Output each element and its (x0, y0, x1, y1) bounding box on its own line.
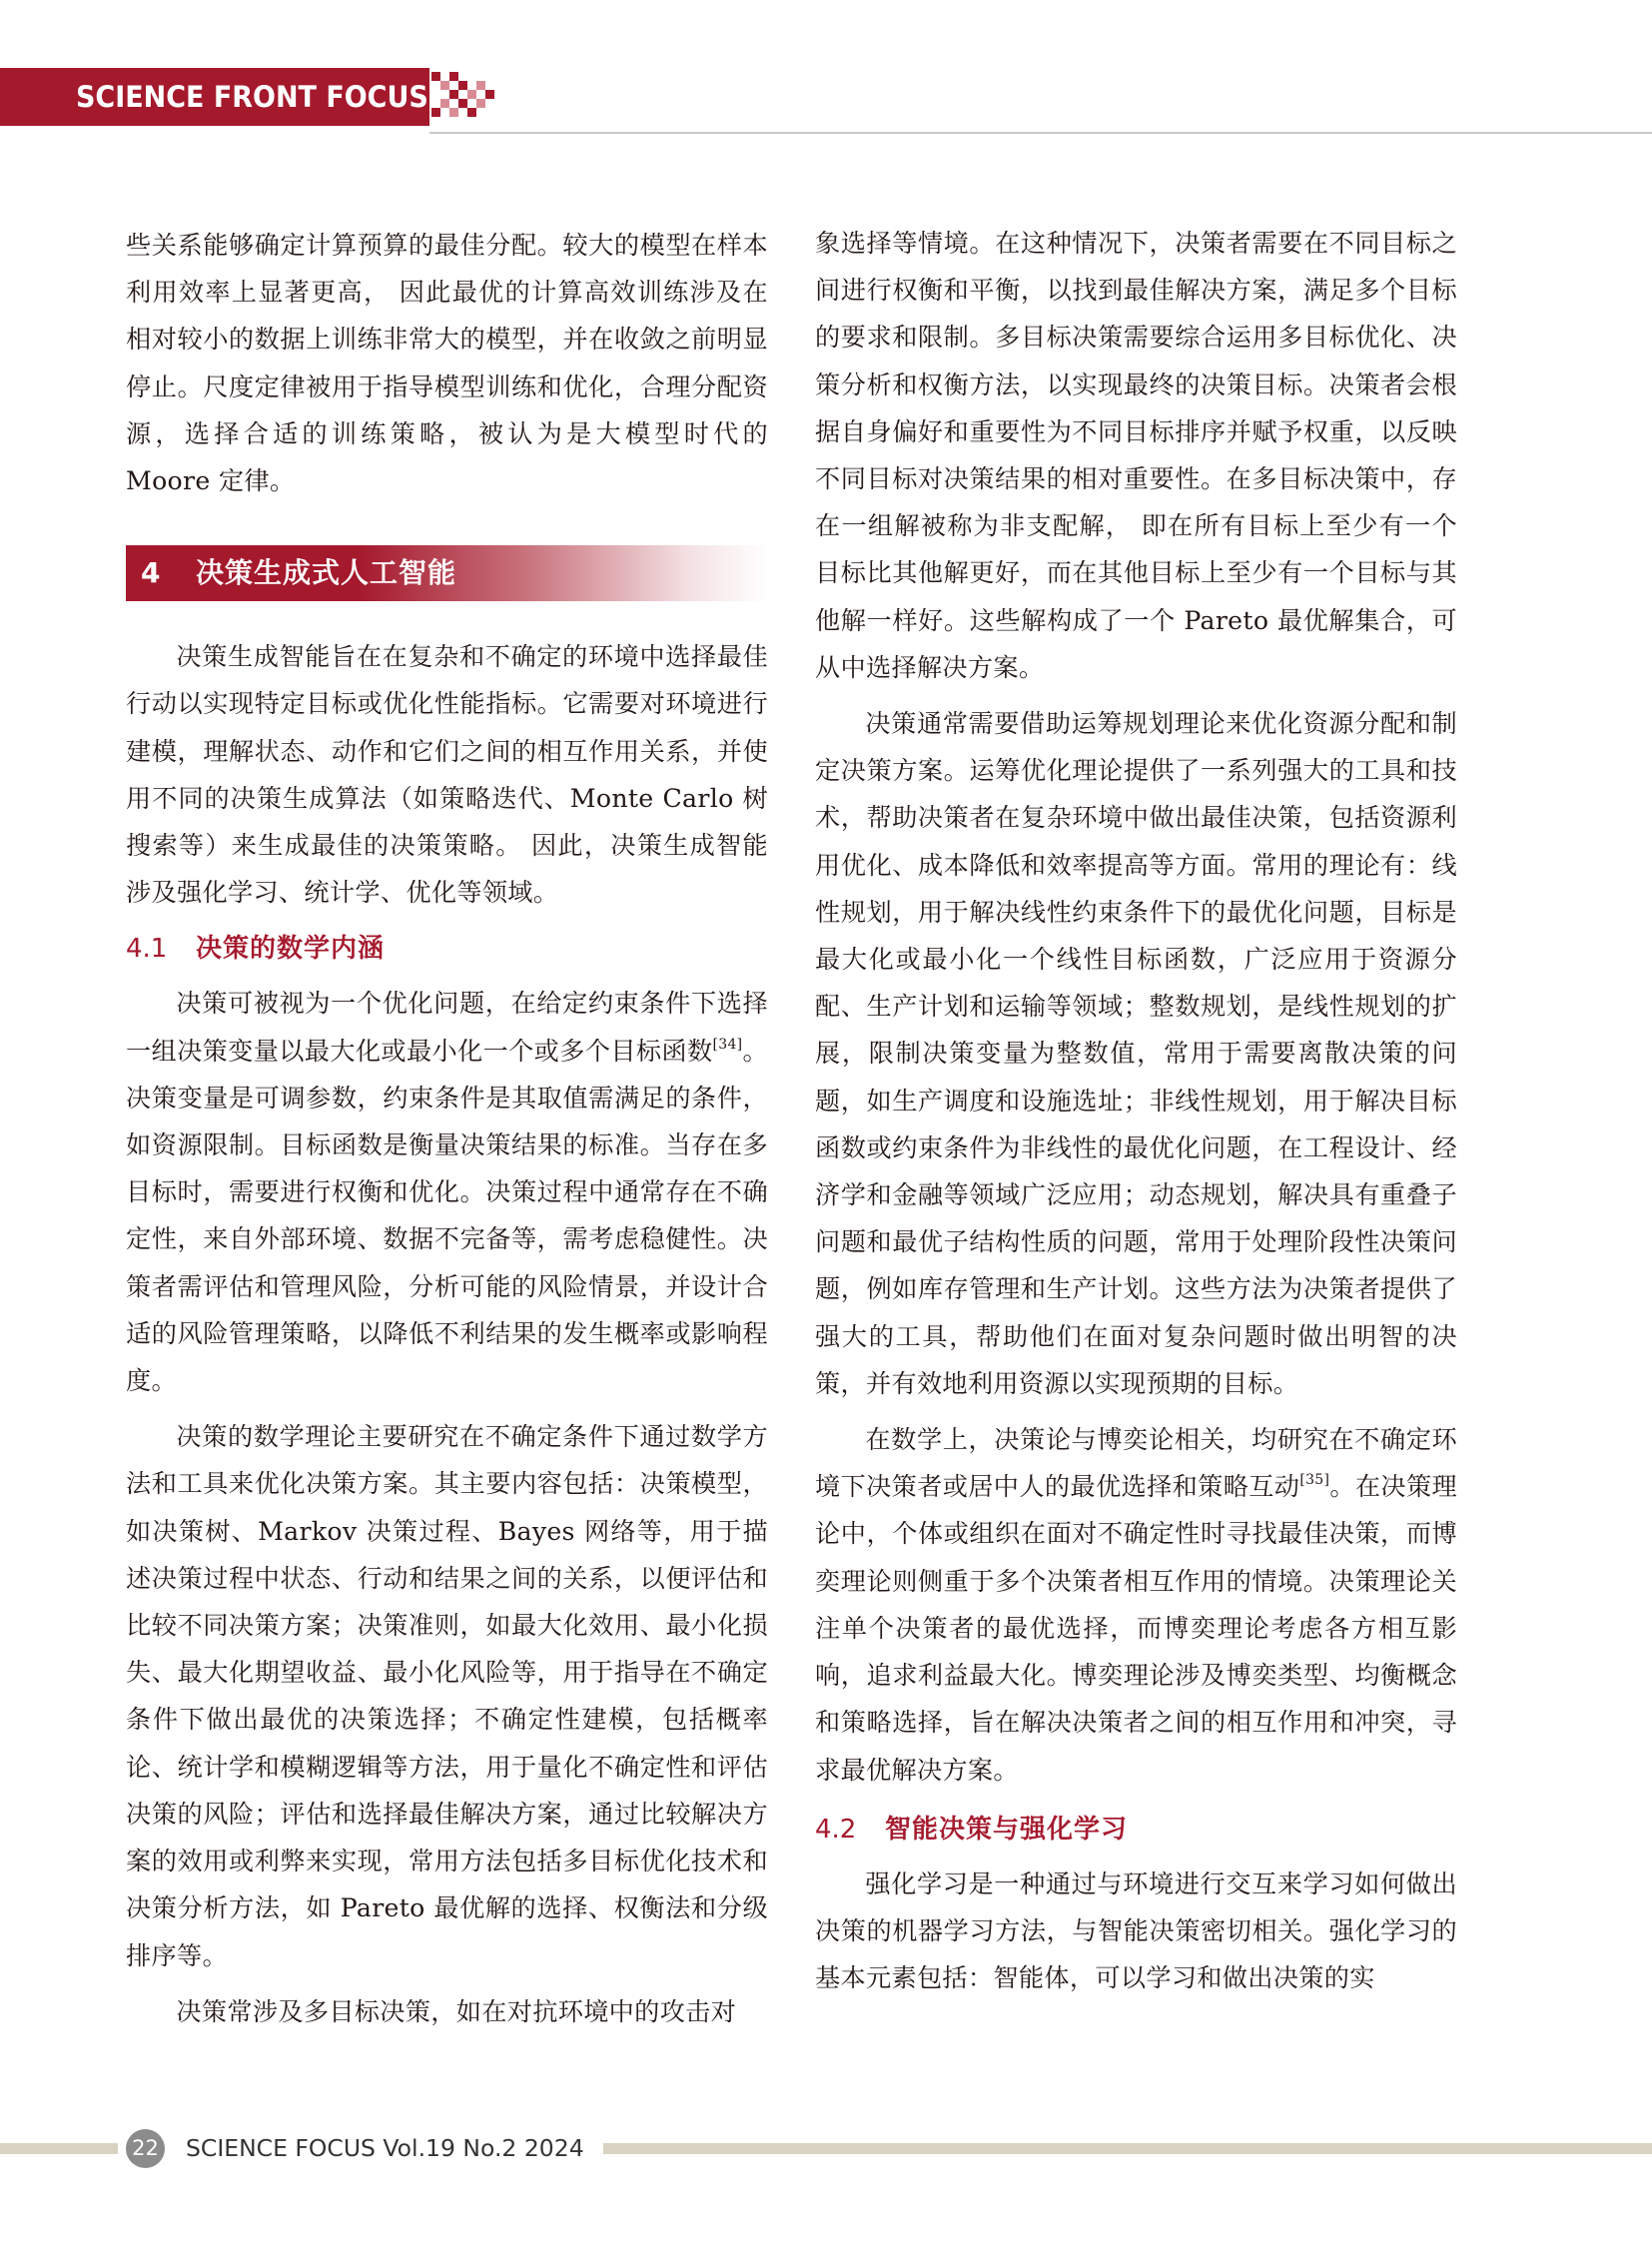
right-column (815, 220, 1457, 2001)
page-number: 22 (126, 2129, 165, 2168)
paragraph (815, 1416, 1457, 1794)
subsection-number: 4.2 (815, 1814, 857, 1845)
paragraph-text: 。在决策理论中，个体或组织在面对不确定性时寻找最佳决策，而博奕理论则侧重于多个决策者相互作用的情境。决策理论关注单个决策者的最优选择，而博奕理论考虑各方相互影响，追求利益最大化。博奕理论涉及博奕类型、均衡概念和策略选择，旨在解决决策者之间的相互作用和冲突，寻求最优解决方案。 (815, 1472, 1457, 1785)
paragraph: 决策生成智能旨在在复杂和不确定的环境中选择最佳行动以实现特定目标或优化性能指标。它需要对环境进行建模，理解状态、动作和它们之间的相互作用关系，并使用不同的决策生成算法（如策略迭代、Monte Carlo 树搜索等）来生成最佳的决策策略。 因此，决策生成智能涉及强化学习、统计学、优化等领域。 (126, 642, 768, 908)
subsection-title: 决策的数学内涵 (196, 934, 386, 965)
paragraph-text: 在数学上，决策论与博奕论相关，均研究在不确定环境下决策者或居中人的最优选择和策略互动 (815, 1425, 1457, 1502)
subsection-heading (126, 927, 768, 971)
section-heading (126, 545, 768, 601)
section-number: 4 (141, 556, 161, 590)
subsection-heading (815, 1808, 1457, 1852)
citation-ref: [34] (712, 1036, 743, 1053)
left-column (126, 222, 768, 2035)
paragraph: 象选择等情境。在这种情况下，决策者需要在不同目标之间进行权衡和平衡，以找到最佳解决方案，满足多个目标的要求和限制。多目标决策需要综合运用多目标优化、决策分析和权衡方法，以实现最终的决策目标。决策者会根据自身偏好和重要性为不同目标排序并赋予权重，以反映不同目标对决策结果的相对重要性。在多目标决策中，存在一组解被称为非支配解， 即在所有目标上至少有一个目标比其他解更好，而在其他目标上至少有一个目标与其他解一样好。这些解构成了一个 Pareto 最优解集合，可从中选择解决方案。 (815, 229, 1457, 682)
citation-ref: [35] (1299, 1472, 1330, 1489)
paragraph-text: 。决策变量是可调参数，约束条件是其取值需满足的条件，如资源限制。目标函数是衡量决策结果的标准。当存在多目标时，需要进行权衡和优化。决策过程中通常存在不确定性，来自外部环境、数据不完备等，需考虑稳健性。决策者需评估和管理风险，分析可能的风险情景，并设计合适的风险管理策略，以降低不利结果的发生概率或影响程度。 (126, 1036, 768, 1396)
paragraph: 决策通常需要借助运筹规划理论来优化资源分配和制定决策方案。运筹优化理论提供了一系列强大的工具和技术，帮助决策者在复杂环境中做出最佳决策，包括资源利用优化、成本降低和效率提高等方面。常用的理论有：线性规划，用于解决线性约束条件下的最优化问题，目标是最大化或最小化一个线性目标函数，广泛应用于资源分配、生产计划和运输等领域；整数规划，是线性规划的扩展，限制决策变量为整数值，常用于需要离散决策的问题，如生产调度和设施选址；非线性规划，用于解决目标函数或约束条件为非线性的最优化问题，在工程设计、经济学和金融等领域广泛应用；动态规划，解决具有重叠子问题和最优子结构性质的问题，常用于处理阶段性决策问题，例如库存管理和生产计划。这些方法为决策者提供了强大的工具，帮助他们在面对复杂问题时做出明智的决策，并有效地利用资源以实现预期的目标。 (815, 709, 1457, 1398)
subsection-number: 4.1 (126, 934, 168, 965)
running-header-title: SCIENCE FRONT FOCUS (76, 80, 428, 114)
paragraph: 些关系能够确定计算预算的最佳分配。较大的模型在样本利用效率上显著更高， 因此最优的计算高效训练涉及在相对较小的数据上训练非常大的模型，并在收敛之前明显停止。尺度定律被用于指导模型训练和优化，合理分配资源，选择合适的训练策略，被认为是大模型时代的 Moore 定律。 (126, 231, 768, 496)
footer-bar-left (0, 2143, 118, 2154)
paragraph: 强化学习是一种通过与环境进行交互来学习如何做出决策的机器学习方法，与智能决策密切相关。强化学习的基本元素包括：智能体，可以学习和做出决策的实 (815, 1868, 1457, 1993)
paragraph (126, 980, 768, 1404)
section-title: 决策生成式人工智能 (196, 556, 457, 590)
paragraph: 决策的数学理论主要研究在不确定条件下通过数学方法和工具来优化决策方案。其主要内容包括：决策模型，如决策树、Markov 决策过程、Bayes 网络等，用于描述决策过程中状态、行动和结果之间的关系，以便评估和比较不同决策方案；决策准则，如最大化效用、最小化损失、最大化期望收益、最小化风险等，用于指导在不确定条件下做出最优的决策选择；不确定性建模，包括概率论、统计学和模糊逻辑等方法，用于量化不确定性和评估决策的风险；评估和选择最佳解决方案，通过比较解决方案的效用或利弊来实现，常用方法包括多目标优化技术和决策分析方法，如 Pareto 最优解的选择、权衡法和分级排序等。 (126, 1422, 768, 1970)
header-rule (429, 132, 1652, 134)
paragraph: 决策常涉及多目标决策，如在对抗环境中的攻击对 (176, 1996, 737, 2026)
footer-bar-right (603, 2143, 1652, 2154)
subsection-title: 智能决策与强化学习 (885, 1814, 1129, 1845)
paragraph-text: 决策可被视为一个优化问题，在给定约束条件下选择一组决策变量以最大化或最小化一个或多个目标函数 (126, 989, 768, 1066)
journal-footer: SCIENCE FOCUS Vol.19 No.2 2024 (186, 2134, 584, 2162)
checker-decoration-icon (431, 72, 503, 124)
